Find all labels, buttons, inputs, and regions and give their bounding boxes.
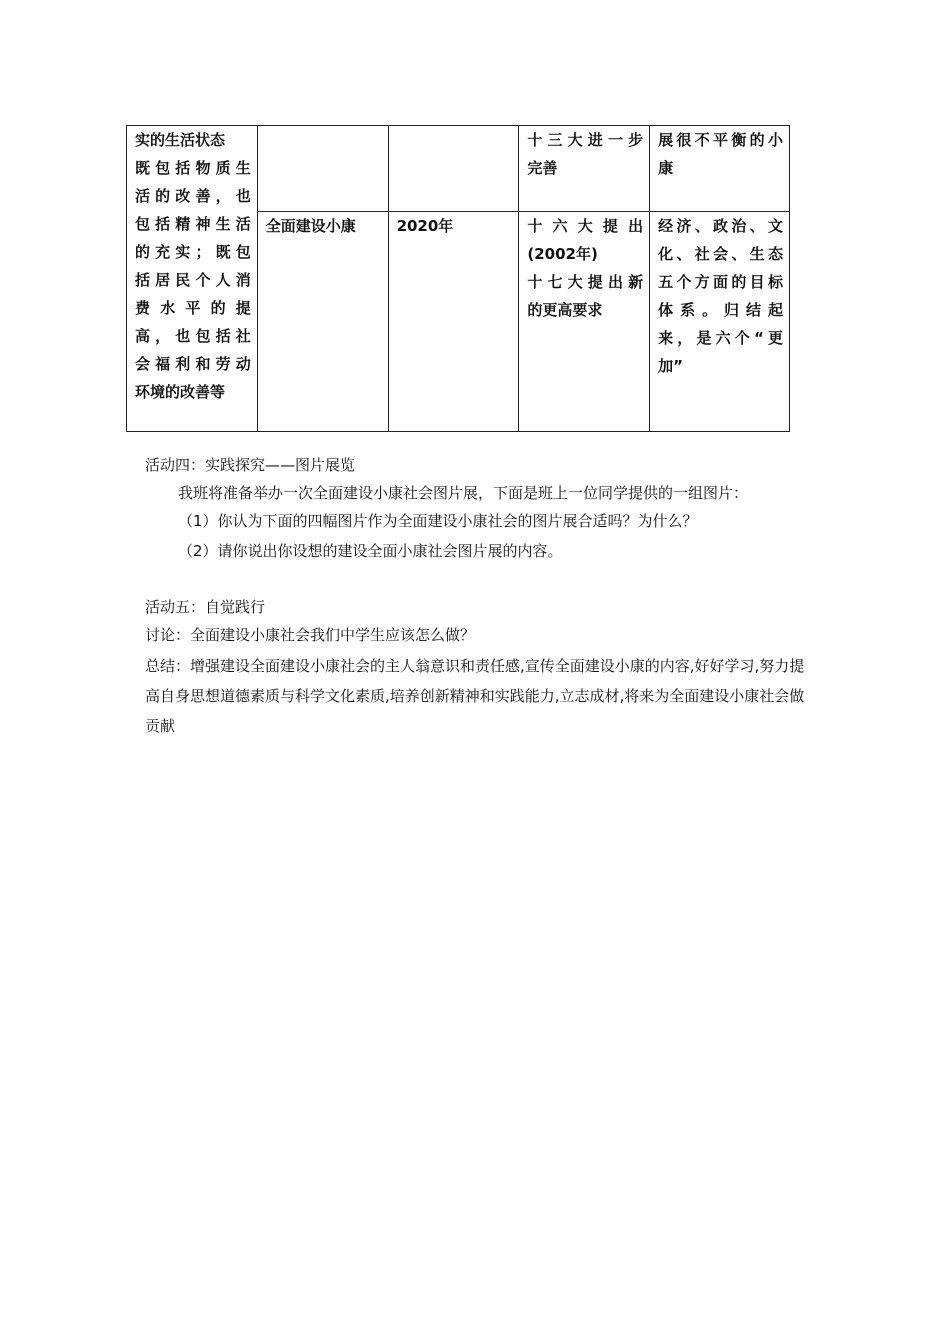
cell-line: 十七大提出新 xyxy=(527,273,644,291)
activity4-title: 活动四：实践探究——图片展览 xyxy=(145,456,356,474)
table-cell-characteristics xyxy=(650,212,790,432)
table-cell-stage xyxy=(257,212,388,432)
cell-line: 来，是六个“更 xyxy=(658,329,783,347)
cell-line: 包括精神生活 xyxy=(135,215,251,233)
cell-line: 展很不平衡的小 xyxy=(658,131,783,149)
cell-line: 加” xyxy=(658,357,683,375)
activity5-title: 活动五：自觉践行 xyxy=(145,598,266,616)
cell-line: 高，也包括社 xyxy=(135,327,251,345)
cell-line: 化、社会、生态 xyxy=(658,245,783,263)
cell-line: 括居民个人消 xyxy=(135,271,251,289)
cell-line: 的充实；既包 xyxy=(135,243,251,261)
cell-line: (2002年) xyxy=(527,245,598,263)
cell-line: 五个方面的目标 xyxy=(658,273,783,291)
cell-line: 体系。归结起 xyxy=(658,301,783,319)
activity4-question-2: （2）请你说出你设想的建设全面小康社会图片展的内容。 xyxy=(178,542,563,560)
activity5-discussion: 讨论：全面建设小康社会我们中学生应该怎么做？ xyxy=(145,626,476,644)
cell-line: 费水平的提 xyxy=(135,299,251,317)
activity4-question-1: （1）你认为下面的四幅图片作为全面建设小康社会的图片展合适吗？为什么？ xyxy=(178,512,698,530)
table-row xyxy=(127,126,790,212)
cell-line: 十六大提出 xyxy=(527,217,644,235)
table-cell-year xyxy=(388,212,519,432)
cell-line: 经济、政治、文 xyxy=(658,217,783,235)
table-cell-description xyxy=(127,126,258,432)
cell-line: 环境的改善等 xyxy=(135,383,226,401)
cell-line: 实的生活状态 xyxy=(135,131,226,149)
table-cell-empty xyxy=(257,126,388,212)
cell-line: 十三大进一步 xyxy=(527,131,644,149)
table-cell-empty xyxy=(388,126,519,212)
cell-line: 完善 xyxy=(527,159,558,177)
table-cell-proposal xyxy=(519,212,650,432)
xiaokang-table xyxy=(126,125,790,432)
table-cell-proposal xyxy=(519,126,650,212)
activity5-summary: 总结：增强建设全面建设小康社会的主人翁意识和责任感,宣传全面建设小康的内容,好好学习,努力提高自身思想道德素质与科学文化素质,培养创新精神和实践能力,立志成材,将来为全面建设小康社会做贡献 xyxy=(145,657,805,735)
activity4-intro: 我班将准备举办一次全面建设小康社会图片展，下面是班上一位同学提供的一组图片： xyxy=(178,484,749,502)
cell-line: 活的改善，也 xyxy=(135,187,251,205)
cell-line: 的更高要求 xyxy=(527,301,603,319)
cell-line: 既包括物质生 xyxy=(135,159,251,177)
cell-line: 会福利和劳动 xyxy=(135,355,251,373)
cell-line: 2020年 xyxy=(396,217,454,235)
cell-line: 全面建设小康 xyxy=(265,217,356,235)
table-cell-characteristics xyxy=(650,126,790,212)
cell-line: 康 xyxy=(658,159,674,177)
